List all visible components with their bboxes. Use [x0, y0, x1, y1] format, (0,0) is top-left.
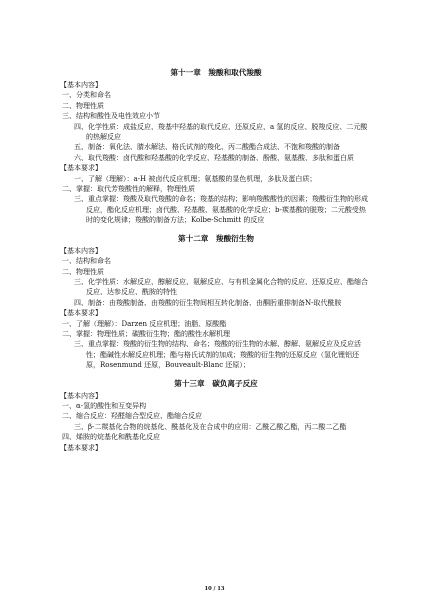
page-content [60, 68, 372, 453]
ch13-content-item-3: 三、β-二羰基化合物的烷基化、酰基化及在合成中的应用：乙酰乙酸乙酯，丙二酸二乙酯 [74, 422, 347, 431]
ch13-content-item-4: 四、烯胺的烷基化和酰基化反应 [62, 433, 160, 442]
ch11-requirements-heading: 【基本要求】 [60, 164, 102, 173]
ch12-content-heading: 【基本内容】 [60, 246, 102, 255]
ch12-requirement-1: 一、了解（理解）：Darzen 反应机理；油脂、原酸酯 [62, 319, 227, 328]
ch11-content-item-4: 四、化学性质：成盐反应、羧基中羟基的取代反应、还原反应、a 氢的反应、脱羧反应、二元酸的热解反应 [74, 122, 368, 142]
ch11-requirement-2: 二、掌握：取代芳羧酸性的解释，物理性质 [62, 185, 195, 194]
ch11-content-item-6: 六、取代羧酸：卤代酸和羟基酸的化学反应、羟基酸的制备、酚酸、氨基酸、多肽和蛋白质 [74, 153, 354, 162]
ch12-content-item-4: 四、制备：由羧酸制备、由羧酸的衍生物间相互转化制备、由酮肟重排制备N-取代酰胺 [74, 298, 342, 307]
ch11-content-item-2: 二、物理性质 [62, 101, 104, 110]
ch11-requirement-1: 一、了解（理解）：a-H 被卤代反应机理；氨基酸的显色机理，多肽及蛋白质； [74, 174, 317, 183]
ch12-content-item-1: 一、结构和命名 [62, 257, 111, 266]
ch12-content-item-3: 三、化学性质：水解反应、醇解反应、氨解反应、与有机金属化合物的反应、还原反应、酯缩合反应、达参反应、酰胺的特性 [74, 277, 368, 297]
ch12-requirements-heading: 【基本要求】 [60, 309, 102, 318]
ch11-content-heading: 【基本内容】 [60, 81, 102, 89]
ch12-requirement-3: 三、重点掌握：羧酸的衍生物的结构、命名；羧酸的衍生物的水解、醇解、氨解反应及反应活性；酯碱性水解反应机理；酯与格氏试剂的加成；羧酸的衍生物的还原反应（氢化锂铝还原，Rosenmund 还原，Bouveault-Blanc 还原）； [74, 340, 361, 370]
ch13-content-item-1: 一、α-氢的酸性和互变异构 [62, 401, 147, 410]
chapter-11-title: 第十一章 羧酸和取代羧酸 [170, 68, 262, 77]
page-number: 10 / 13 [204, 586, 225, 592]
ch13-content-item-2: 二、缩合反应：羟醛缩合型反应、酯缩合反应 [62, 412, 202, 421]
ch13-requirements-heading: 【基本要求】 [60, 443, 102, 452]
ch11-content-item-1: 一、分类和命名 [62, 91, 111, 100]
ch11-content-item-3: 三、结构和酸性及电性效应小节 [62, 112, 160, 121]
ch13-content-heading: 【基本内容】 [60, 391, 102, 400]
ch12-content-item-2: 二、物理性质 [62, 267, 104, 276]
ch11-content-item-5: 五、制备：氧化法、腈水解法、格氏试剂的羧化、丙二酸酯合成法、不饱和羧酸的制备 [74, 143, 340, 152]
chapter-13-title: 第十三章 碳负离子反应 [174, 378, 258, 388]
ch12-requirement-2: 二、掌握：物理性质；碳酸衍生物；酯的酸性水解机理 [62, 329, 230, 338]
chapter-12-title: 第十二章 羧酸衍生物 [178, 233, 254, 243]
ch11-requirement-3: 三、重点掌握：羧酸及取代羧酸的命名；羧基的结构；影响羧酸酸性的因素；羧酸衍生物的形成反应，酯化反应机理；卤代酸、羟基酸、氨基酸的化学反应；b-羰基酸的脱羧；二元酸受热时的变化规律；羧酸的制备方法；Kolbe-Schmitt 的反应 [74, 195, 368, 225]
